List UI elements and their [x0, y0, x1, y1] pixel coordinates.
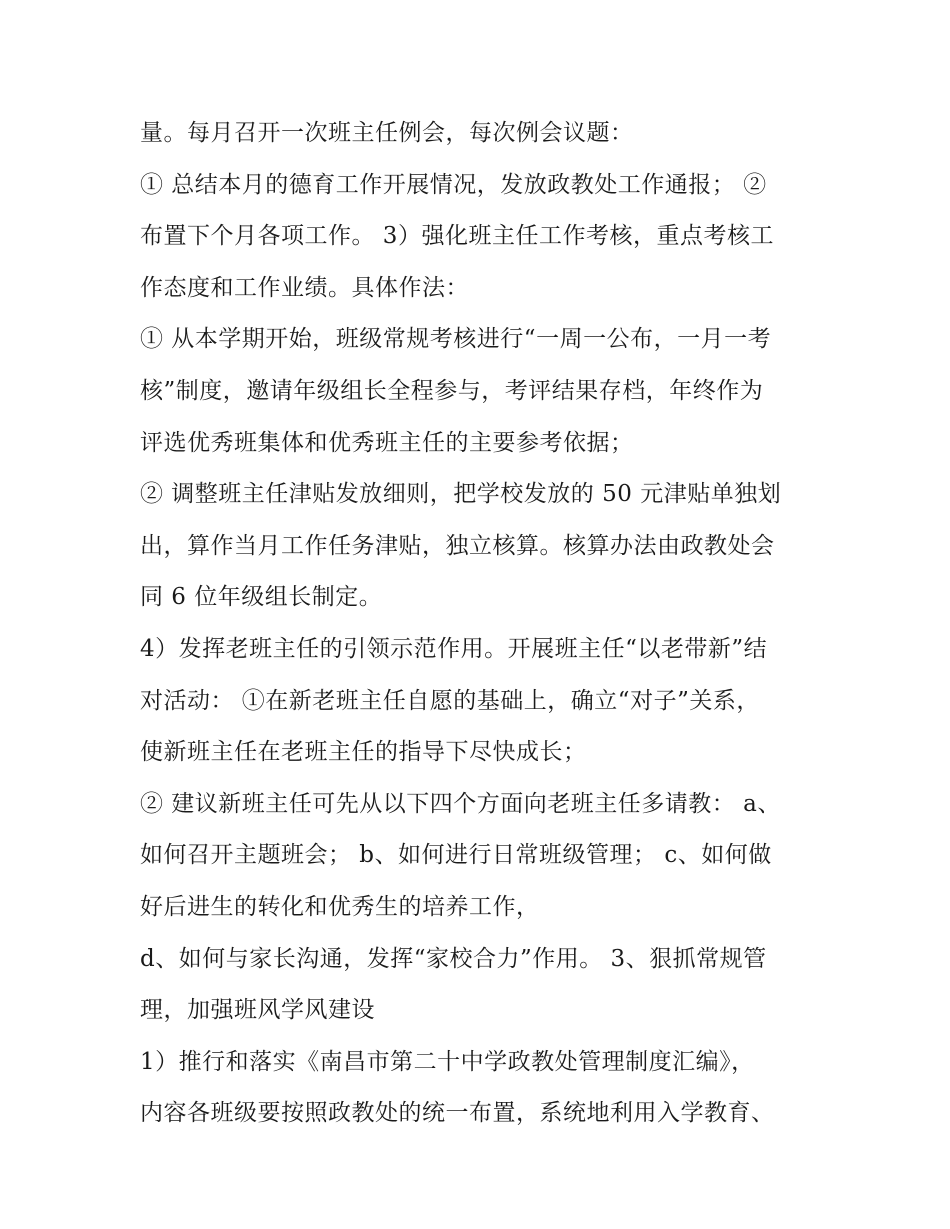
text-line: 4）发挥老班主任的引领示范作用。开展班主任“以老带新”结 — [140, 635, 768, 662]
text-line: 内容各班级要按照政教处的统一布置，系统地利用入学教育、 — [140, 1100, 775, 1127]
text-line: 量。每月召开一次班主任例会，每次例会议题： — [140, 120, 634, 146]
text-line: 对活动： ①在新老班主任自愿的基础上，确立“对子”关系， — [140, 687, 760, 714]
text-line: 作态度和工作业绩。具体作法： — [140, 274, 469, 301]
document-body — [140, 108, 830, 1140]
text-line: ② 调整班主任津贴发放细则，把学校发放的 50 元津贴单独划 — [140, 481, 782, 508]
text-line: 如何召开主题班会； b、如何进行日常班级管理； c、如何做 — [140, 842, 772, 869]
text-line: 好后进生的转化和优秀生的培养工作， — [140, 893, 540, 920]
text-line: 同 6 位年级组长制定。 — [140, 584, 383, 611]
text-line: 评选优秀班集体和优秀班主任的主要参考依据； — [140, 429, 634, 456]
text-line: 布置下个月各项工作。 3）强化班主任工作考核，重点考核工 — [140, 223, 774, 250]
text-line: ① 从本学期开始，班级常规考核进行“一周一公布，一月一考 — [140, 326, 772, 353]
text-line: ② 建议新班主任可先从以下四个方面向老班主任多请教： a、 — [140, 790, 781, 817]
text-line: d、如何与家长沟通，发挥“家校合力”作用。 3、狠抓常规管 — [140, 945, 767, 972]
text-line: 1）推行和落实《南昌市第二十中学政教处管理制度汇编》， — [140, 1048, 755, 1075]
text-line: 使新班主任在老班主任的指导下尽快成长； — [140, 739, 587, 766]
text-line: 出，算作当月工作任务津贴，独立核算。核算办法由政教处会 — [140, 532, 775, 559]
text-line: ① 总结本月的德育工作开展情况，发放政教处工作通报； ② — [140, 171, 767, 198]
text-line: 核”制度，邀请年级组长全程参与，考评结果存档，年终作为 — [140, 377, 764, 404]
text-line: 理，加强班风学风建设 — [140, 997, 375, 1024]
